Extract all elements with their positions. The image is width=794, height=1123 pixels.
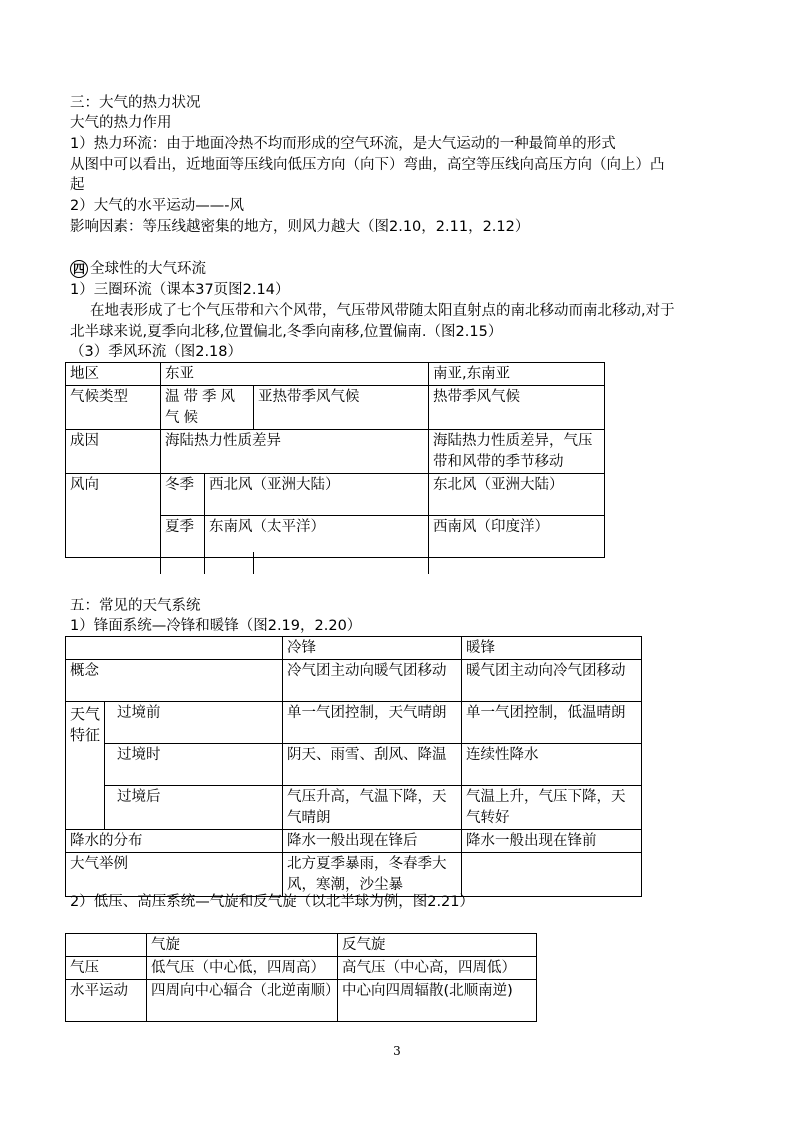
table-cell: 中心向四周辐散(北顺南逆) (338, 980, 537, 1022)
table-cell: 东南风（太平洋） (205, 516, 429, 558)
table-cell: 地区 (66, 363, 161, 386)
text-line: 北半球来说,夏季向北移,位置偏北,冬季向南移,位置偏南.（图2.15） (70, 324, 503, 340)
table-cell: 反气旋 (338, 934, 537, 957)
table-cell: 阴天、雨雪、刮风、降温 (283, 744, 462, 786)
text-line: 影响因素：等压线越密集的地方，则风力越大（图2.10，2.11，2.12） (70, 219, 530, 235)
table-cell: 气压升高，气温下降，天气晴朗 (283, 786, 462, 830)
table-cell: 北方夏季暴雨，冬春季大风，寒潮，沙尘暴 (283, 853, 462, 897)
table-cell: 低气压（中心低，四周高） (147, 957, 338, 980)
text-line: 1）热力环流：由于地面冷热不均而形成的空气环流，是大气运动的一种最简单的形式 (70, 136, 616, 152)
table-cell: 单一气团控制，低温晴朗 (462, 702, 642, 744)
table-cell: 冬季 (161, 474, 205, 516)
table-cell: 暖锋 (462, 637, 642, 660)
text-line: 从图中可以看出，近地面等压线向低压方向（向下）弯曲，高空等压线向高压方向（向上）凸 (70, 157, 665, 173)
table-divider (253, 552, 254, 574)
table-cell: 大气举例 (66, 853, 283, 897)
table-divider (428, 552, 429, 574)
table-cell: 过境前 (105, 702, 283, 744)
table-cell: 冷气团主动向暖气团移动 (283, 660, 462, 702)
table-cell: 气旋 (147, 934, 338, 957)
table-cell: 降水一般出现在锋前 (462, 830, 642, 853)
table-cell: 四周向中心辐合（北逆南顺） (147, 980, 338, 1022)
table-divider (160, 552, 161, 574)
front-table (65, 636, 642, 897)
text-line: 在地表形成了七个气压带和六个风带，气压带风带随太阳直射点的南北移动而南北移动,对于 (90, 303, 675, 319)
text-line: 2）低压、高压系统—气旋和反气旋（以北半球为例，图2.21） (70, 894, 475, 910)
table-cell: 南亚,东南亚 (429, 363, 605, 386)
page-number: 3 (393, 1044, 401, 1058)
table-cell: 单一气团控制，天气晴朗 (283, 702, 462, 744)
table-cell: 气温上升，气压下降，天气转好 (462, 786, 642, 830)
circled-number: 四 (70, 260, 88, 278)
table-cell: 东亚 (161, 363, 429, 386)
table-cell: 概念 (66, 660, 283, 702)
table-cell (66, 934, 147, 957)
table-cell: 天气特征 (66, 702, 105, 830)
cyclone-table (65, 933, 537, 1022)
text-line: 1）锋面系统—冷锋和暖锋（图2.19，2.20） (70, 618, 362, 634)
table-cell: 西南风（印度洋） (429, 516, 605, 558)
table-cell: 暖气团主动向冷气团移动 (462, 660, 642, 702)
table-cell: 气压 (66, 957, 147, 980)
section-5-heading: 五：常见的天气系统 (70, 598, 201, 614)
table-cell: 亚热带季风气候 (254, 386, 429, 430)
table-cell: 海陆热力性质差异，气压带和风带的季节移动 (429, 430, 605, 474)
table-cell: 海陆热力性质差异 (161, 430, 429, 474)
table-cell: 东北风（亚洲大陆） (429, 474, 605, 516)
table-divider (204, 552, 205, 574)
table-cell: 降水的分布 (66, 830, 283, 853)
monsoon-table (65, 362, 605, 558)
table-cell: 水平运动 (66, 980, 147, 1022)
table-cell: 高气压（中心高，四周低） (338, 957, 537, 980)
text-line: 2）大气的水平运动——-风 (70, 198, 244, 214)
section-4-heading: 四 全球性的大气环流 (70, 259, 206, 279)
table-cell: 西北风（亚洲大陆） (205, 474, 429, 516)
text-line: 起 (70, 177, 85, 193)
text-line: 大气的热力作用 (70, 115, 172, 131)
table-cell: 温带季风气候 (161, 386, 254, 430)
table-cell: 热带季风气候 (429, 386, 605, 430)
table-cell (462, 853, 642, 897)
table-cell: 夏季 (161, 516, 205, 558)
table-cell: 风向 (66, 474, 161, 558)
table-cell: 冷锋 (283, 637, 462, 660)
text-line: 1）三圈环流（课本37页图2.14） (70, 282, 290, 298)
table-cell: 过境后 (105, 786, 283, 830)
table-cell (66, 637, 283, 660)
section-3-heading: 三：大气的热力状况 (70, 95, 201, 111)
table-cell: 连续性降水 (462, 744, 642, 786)
table-cell: 气候类型 (66, 386, 161, 430)
table-cell: 降水一般出现在锋后 (283, 830, 462, 853)
table-cell: 过境时 (105, 744, 283, 786)
text-line: （3）季风环流（图2.18） (70, 344, 243, 360)
table-cell: 成因 (66, 430, 161, 474)
